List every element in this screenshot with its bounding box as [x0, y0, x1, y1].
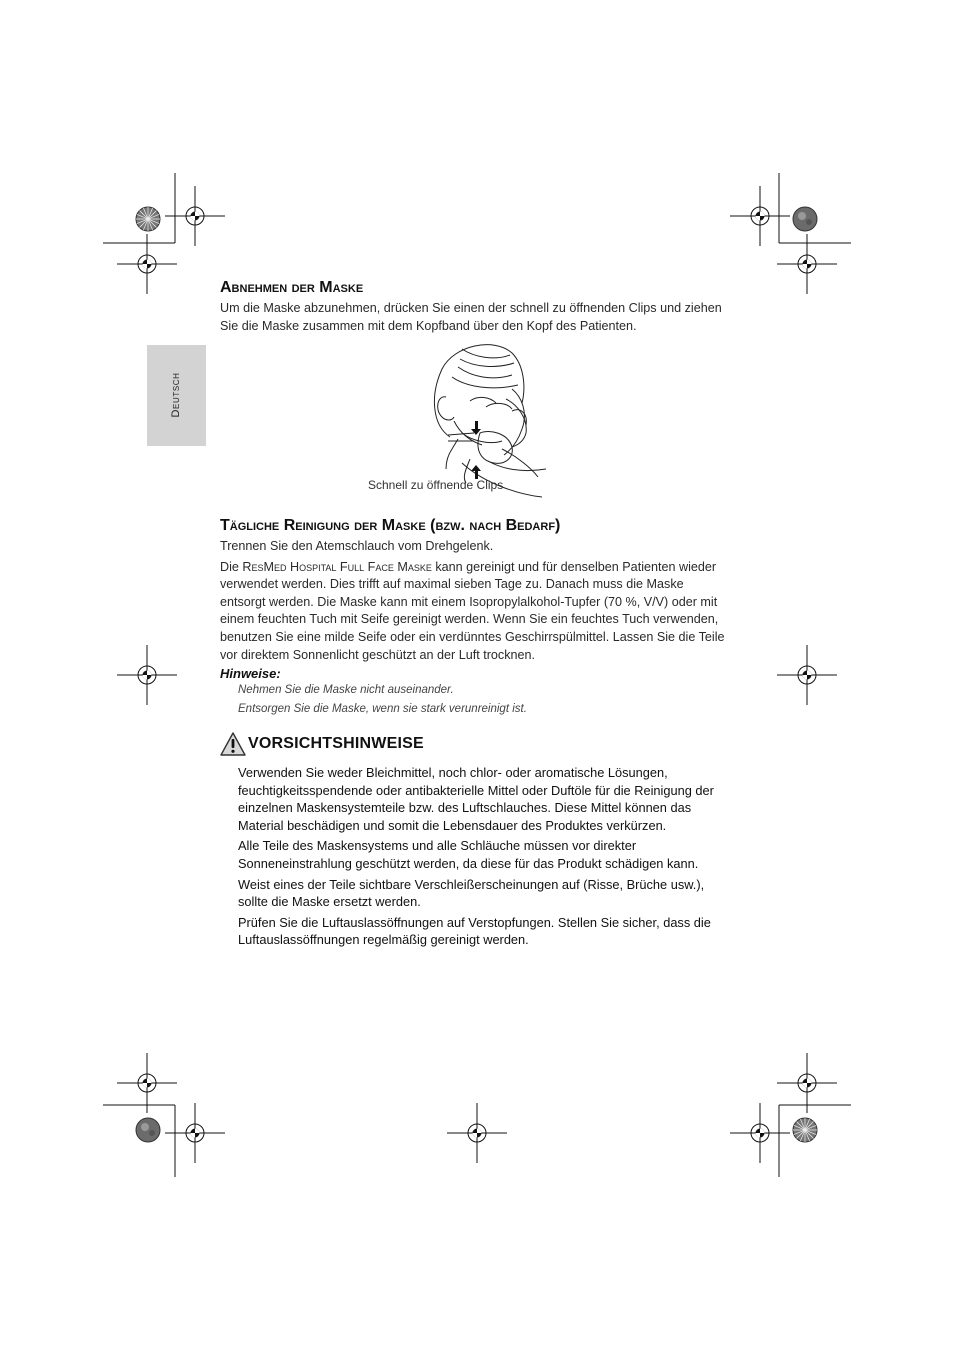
cleaning-heading: Tägliche Reinigung der Maske (bzw. nach Bedarf) [220, 517, 561, 534]
figure-caption: Schnell zu öffnende Clips [368, 478, 504, 492]
cautions-list [238, 764, 734, 952]
caution-item: Verwenden Sie weder Bleichmittel, noch chlor- oder aromatische Lösungen, feuchtigkeitsspendende oder antibakterielle Mittel oder Duftöle für die Reinigung der einzelnen Maskensystemteile bzw. des Luftschlauches. Diese Mittel können das Material beschädigen und somit die Lebensdauer des Produktes verkürzen. [238, 765, 714, 833]
caution-item: Alle Teile des Maskensystems und alle Schläuche müssen vor direkter Sonneneinstrahlung geschützt werden, da diese für das Produkt schädigen kann. [238, 838, 699, 871]
removal-text: Um die Maske abzunehmen, drücken Sie einen der schnell zu öffnenden Clips und ziehen Sie die Maske zusammen mit dem Kopfband über den Kopf des Patienten. [220, 301, 722, 333]
note-item: Entsorgen Sie die Maske, wenn sie stark verunreinigt ist. [238, 703, 527, 716]
cleaning-body [220, 538, 732, 719]
caution-item: Prüfen Sie die Luftauslassöffnungen auf Verstopfungen. Stellen Sie sicher, dass die Luftauslassöffnungen regelmäßig gereinigt werden. [238, 914, 711, 948]
product-name: ResMed Hospital Full Face Maske [242, 559, 432, 574]
cleaning-line-1: Trennen Sie den Atemschlauch vom Drehgelenk. [220, 539, 494, 553]
removal-body [220, 300, 732, 335]
caution-item: Weist eines der Teile sichtbare Verschleißerscheinungen auf (Risse, Brüche usw.), sollte die Maske ersetzt werden. [238, 876, 705, 910]
note-item: Nehmen Sie die Maske nicht auseinander. [238, 684, 454, 697]
removal-heading: Abnehmen der Maske [220, 279, 364, 296]
notes-title: Hinweise: [220, 666, 281, 682]
warning-triangle-icon [220, 731, 246, 757]
language-side-tab [147, 345, 206, 446]
cautions-header [220, 731, 424, 757]
cleaning-paragraph [220, 559, 732, 665]
mask-removal-illustration [362, 337, 562, 499]
cleaning-para-prefix: Die [220, 559, 243, 574]
cleaning-para-rest: kann gereinigt und für denselben Patienten wieder verwendet werden. Dies trifft auf maximal sieben Tage zu. Danach muss die Maske entsorgt werden. Die Maske kann mit einem Isopropylalkohol-Tupfer (70 %, V/V) oder mit einem feuchten Tuch mit Seife gereinigt werden. Wenn Sie ein feuchtes Tuch verwenden, benutzen Sie eine milde Seife oder ein verdünntes Geschirrspülmittel. Lassen Sie die Teile vor direktem Sonnenlicht geschützt an der Luft trocknen. [220, 559, 725, 662]
side-tab-label: Deutsch [170, 372, 182, 418]
cautions-heading: VORSICHTSHINWEISE [248, 735, 424, 752]
